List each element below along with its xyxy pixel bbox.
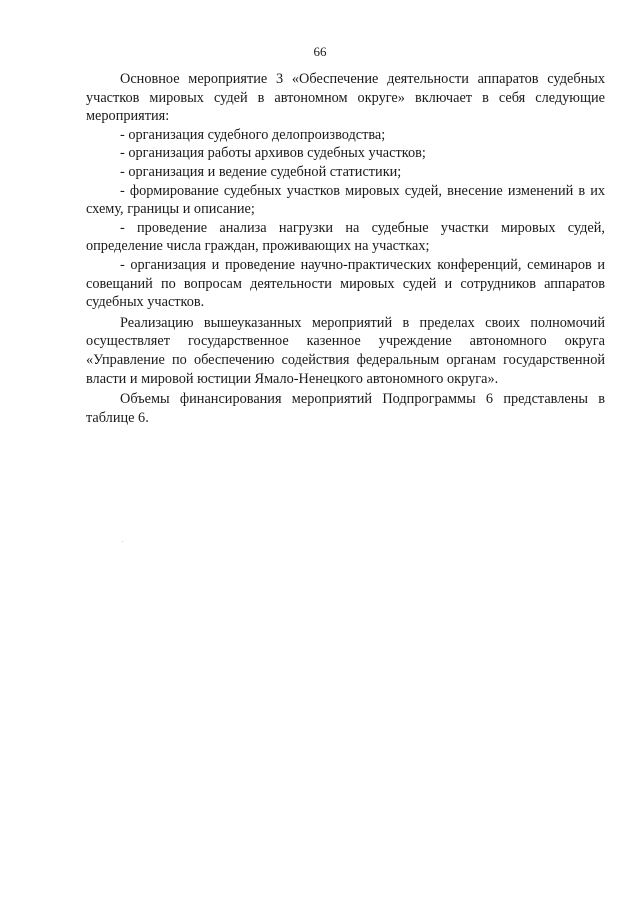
page-number: 66 — [313, 44, 327, 59]
scan-speck — [122, 541, 123, 542]
list-item-archives: - организация работы архивов судебных участков; — [120, 145, 426, 162]
list-item-record-keeping: - организация судебного делопроизводства; — [120, 126, 386, 143]
body-text — [86, 70, 605, 427]
paragraph-main-activity: Основное мероприятие 3 «Обеспечение деятельности аппаратов судебных участков мировых судей в автономном округе» включает в себя следующие мероприятия: — [86, 71, 605, 125]
list-item-conferences: - организация и проведение научно-практических конференций, семинаров и совещаний по вопросам деятельности мировых судей и сотрудников аппаратов судебных участков. — [86, 256, 605, 311]
list-item-court-districts: - формирование судебных участков мировых судей, внесение изменений в их схему, границы и описание; — [86, 182, 605, 218]
list-item-workload-analysis: - проведение анализа нагрузки на судебные участки мировых судей, определение числа граждан, проживающих на участках; — [86, 219, 605, 255]
paragraph-implementation: Реализацию вышеуказанных мероприятий в пределах своих полномочий осуществляет государственное казенное учреждение автономного округа «Управление по обеспечению содействия федеральным органам государственной власти и мировой юстиции Ямало-Ненецкого автономного округа». — [86, 314, 605, 387]
list-item-statistics: - организация и ведение судебной статистики; — [120, 163, 402, 180]
paragraph-funding: Объемы финансирования мероприятий Подпрограммы 6 представлены в таблице 6. — [86, 391, 605, 426]
